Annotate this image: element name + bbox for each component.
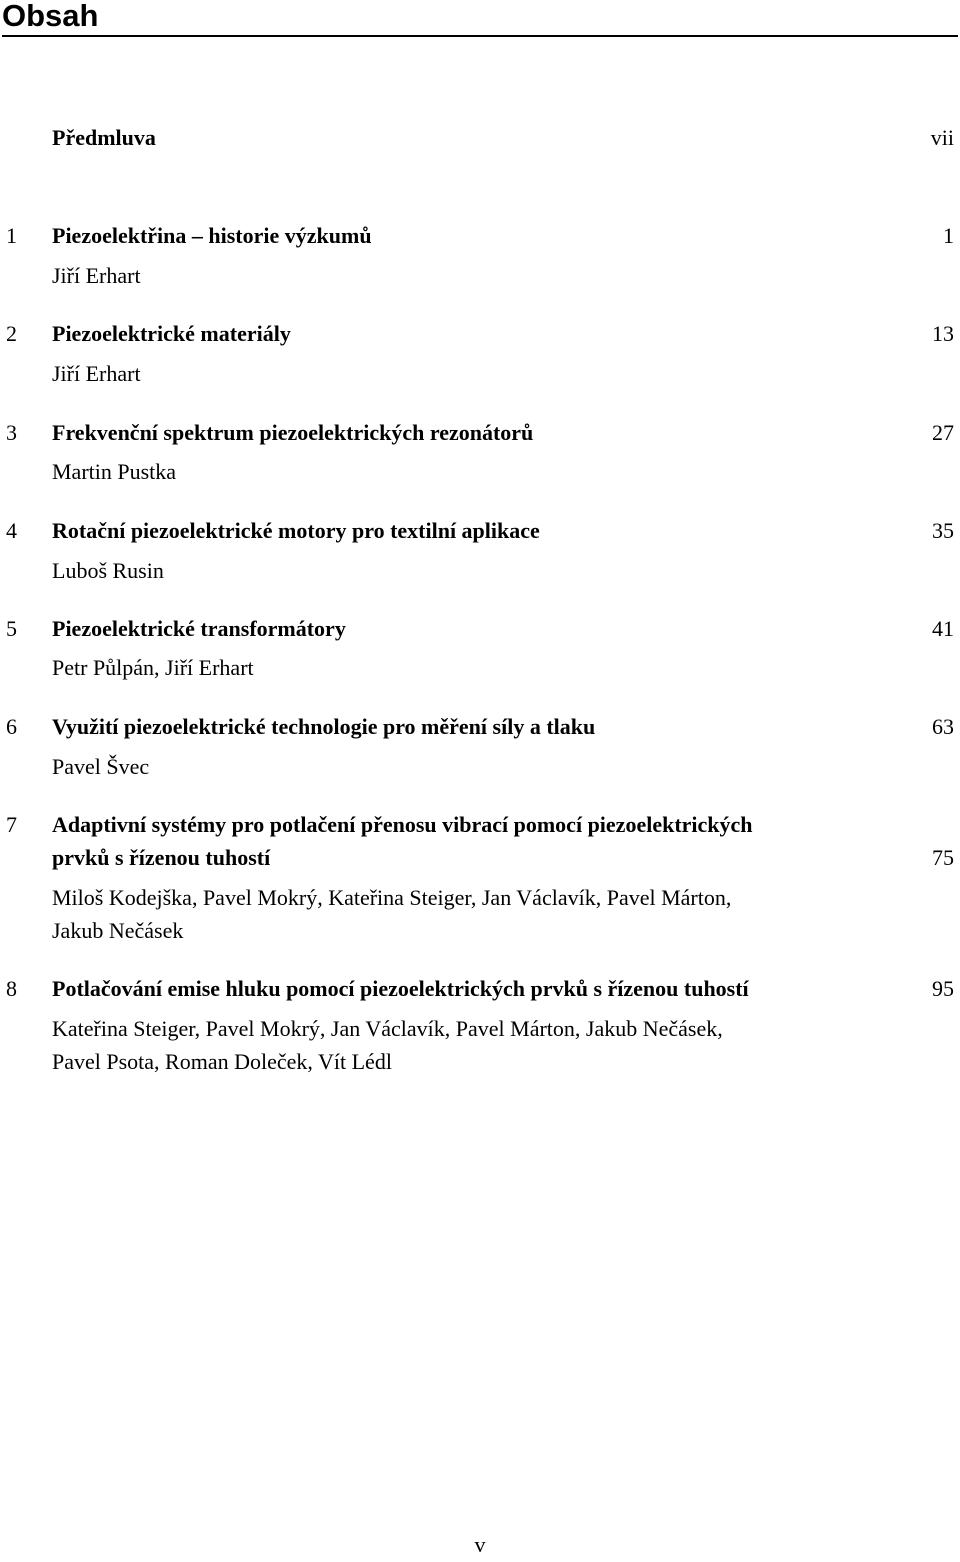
entry-page: 75 xyxy=(932,845,954,870)
entry-title: Potlačování emise hluku pomocí piezoelektrických prvků s řízenou tuhostí xyxy=(52,976,749,1001)
entry-authors xyxy=(52,881,892,947)
toc-entry-4[interactable] xyxy=(0,514,960,548)
page-title: Obsah xyxy=(2,0,99,33)
entry-page: 35 xyxy=(932,518,954,543)
toc-entry-7-page-row xyxy=(0,841,960,875)
entry-authors-line: Pavel Psota, Roman Doleček, Vít Lédl xyxy=(52,1049,392,1074)
entry-page: 13 xyxy=(932,321,954,346)
page-number-footer: v xyxy=(474,1532,486,1557)
entry-title-line: prvků s řízenou tuhostí xyxy=(52,845,271,870)
entry-number: 8 xyxy=(6,976,17,1001)
toc-entry-2[interactable] xyxy=(0,317,960,351)
entry-number: 1 xyxy=(6,223,17,248)
toc-entry-preface[interactable] xyxy=(0,121,960,155)
entry-number: 5 xyxy=(6,616,17,641)
entry-authors xyxy=(52,1012,892,1078)
entry-title: Piezoelektrické transformátory xyxy=(52,616,346,641)
entry-title: Frekvenční spektrum piezoelektrických rezonátorů xyxy=(52,420,534,445)
entry-number: 3 xyxy=(6,420,17,445)
entry-authors: Jiří Erhart xyxy=(52,361,141,386)
entry-page: 27 xyxy=(932,420,954,445)
entry-title: Předmluva xyxy=(52,125,156,150)
toc-entry-3[interactable] xyxy=(0,416,960,450)
entry-title: Využití piezoelektrické technologie pro měření síly a tlaku xyxy=(52,714,596,739)
entry-title: Piezoelektrické materiály xyxy=(52,321,291,346)
entry-number: 7 xyxy=(6,812,17,837)
entry-title: Piezoelektřina – historie výzkumů xyxy=(52,223,372,248)
entry-number: 2 xyxy=(6,321,17,346)
entry-page: 63 xyxy=(932,714,954,739)
toc-entry-1[interactable] xyxy=(0,219,960,253)
entry-page: 41 xyxy=(932,616,954,641)
entry-authors: Pavel Švec xyxy=(52,754,150,779)
toc-entry-5[interactable] xyxy=(0,612,960,646)
heading-rule xyxy=(2,35,958,37)
entry-number: 4 xyxy=(6,518,17,543)
entry-authors: Martin Pustka xyxy=(52,459,177,484)
toc-entry-8[interactable] xyxy=(0,972,960,1006)
entry-number: 6 xyxy=(6,714,17,739)
toc-entry-6[interactable] xyxy=(0,710,960,744)
entry-title: Rotační piezoelektrické motory pro textilní aplikace xyxy=(52,518,540,543)
entry-authors: Petr Půlpán, Jiří Erhart xyxy=(52,655,254,680)
entry-title-line: Adaptivní systémy pro potlačení přenosu vibrací pomocí piezoelektrických xyxy=(52,812,753,837)
entry-authors-line: Miloš Kodejška, Pavel Mokrý, Kateřina Steiger, Jan Václavík, Pavel Márton, xyxy=(52,885,732,910)
entry-authors: Jiří Erhart xyxy=(52,263,141,288)
entry-page: 95 xyxy=(932,976,954,1001)
entry-authors-line: Jakub Nečásek xyxy=(52,918,184,943)
entry-authors: Luboš Rusin xyxy=(52,558,164,583)
entry-page: 1 xyxy=(943,223,954,248)
entry-page: vii xyxy=(930,125,954,150)
entry-authors-line: Kateřina Steiger, Pavel Mokrý, Jan Václavík, Pavel Márton, Jakub Nečásek, xyxy=(52,1016,723,1041)
